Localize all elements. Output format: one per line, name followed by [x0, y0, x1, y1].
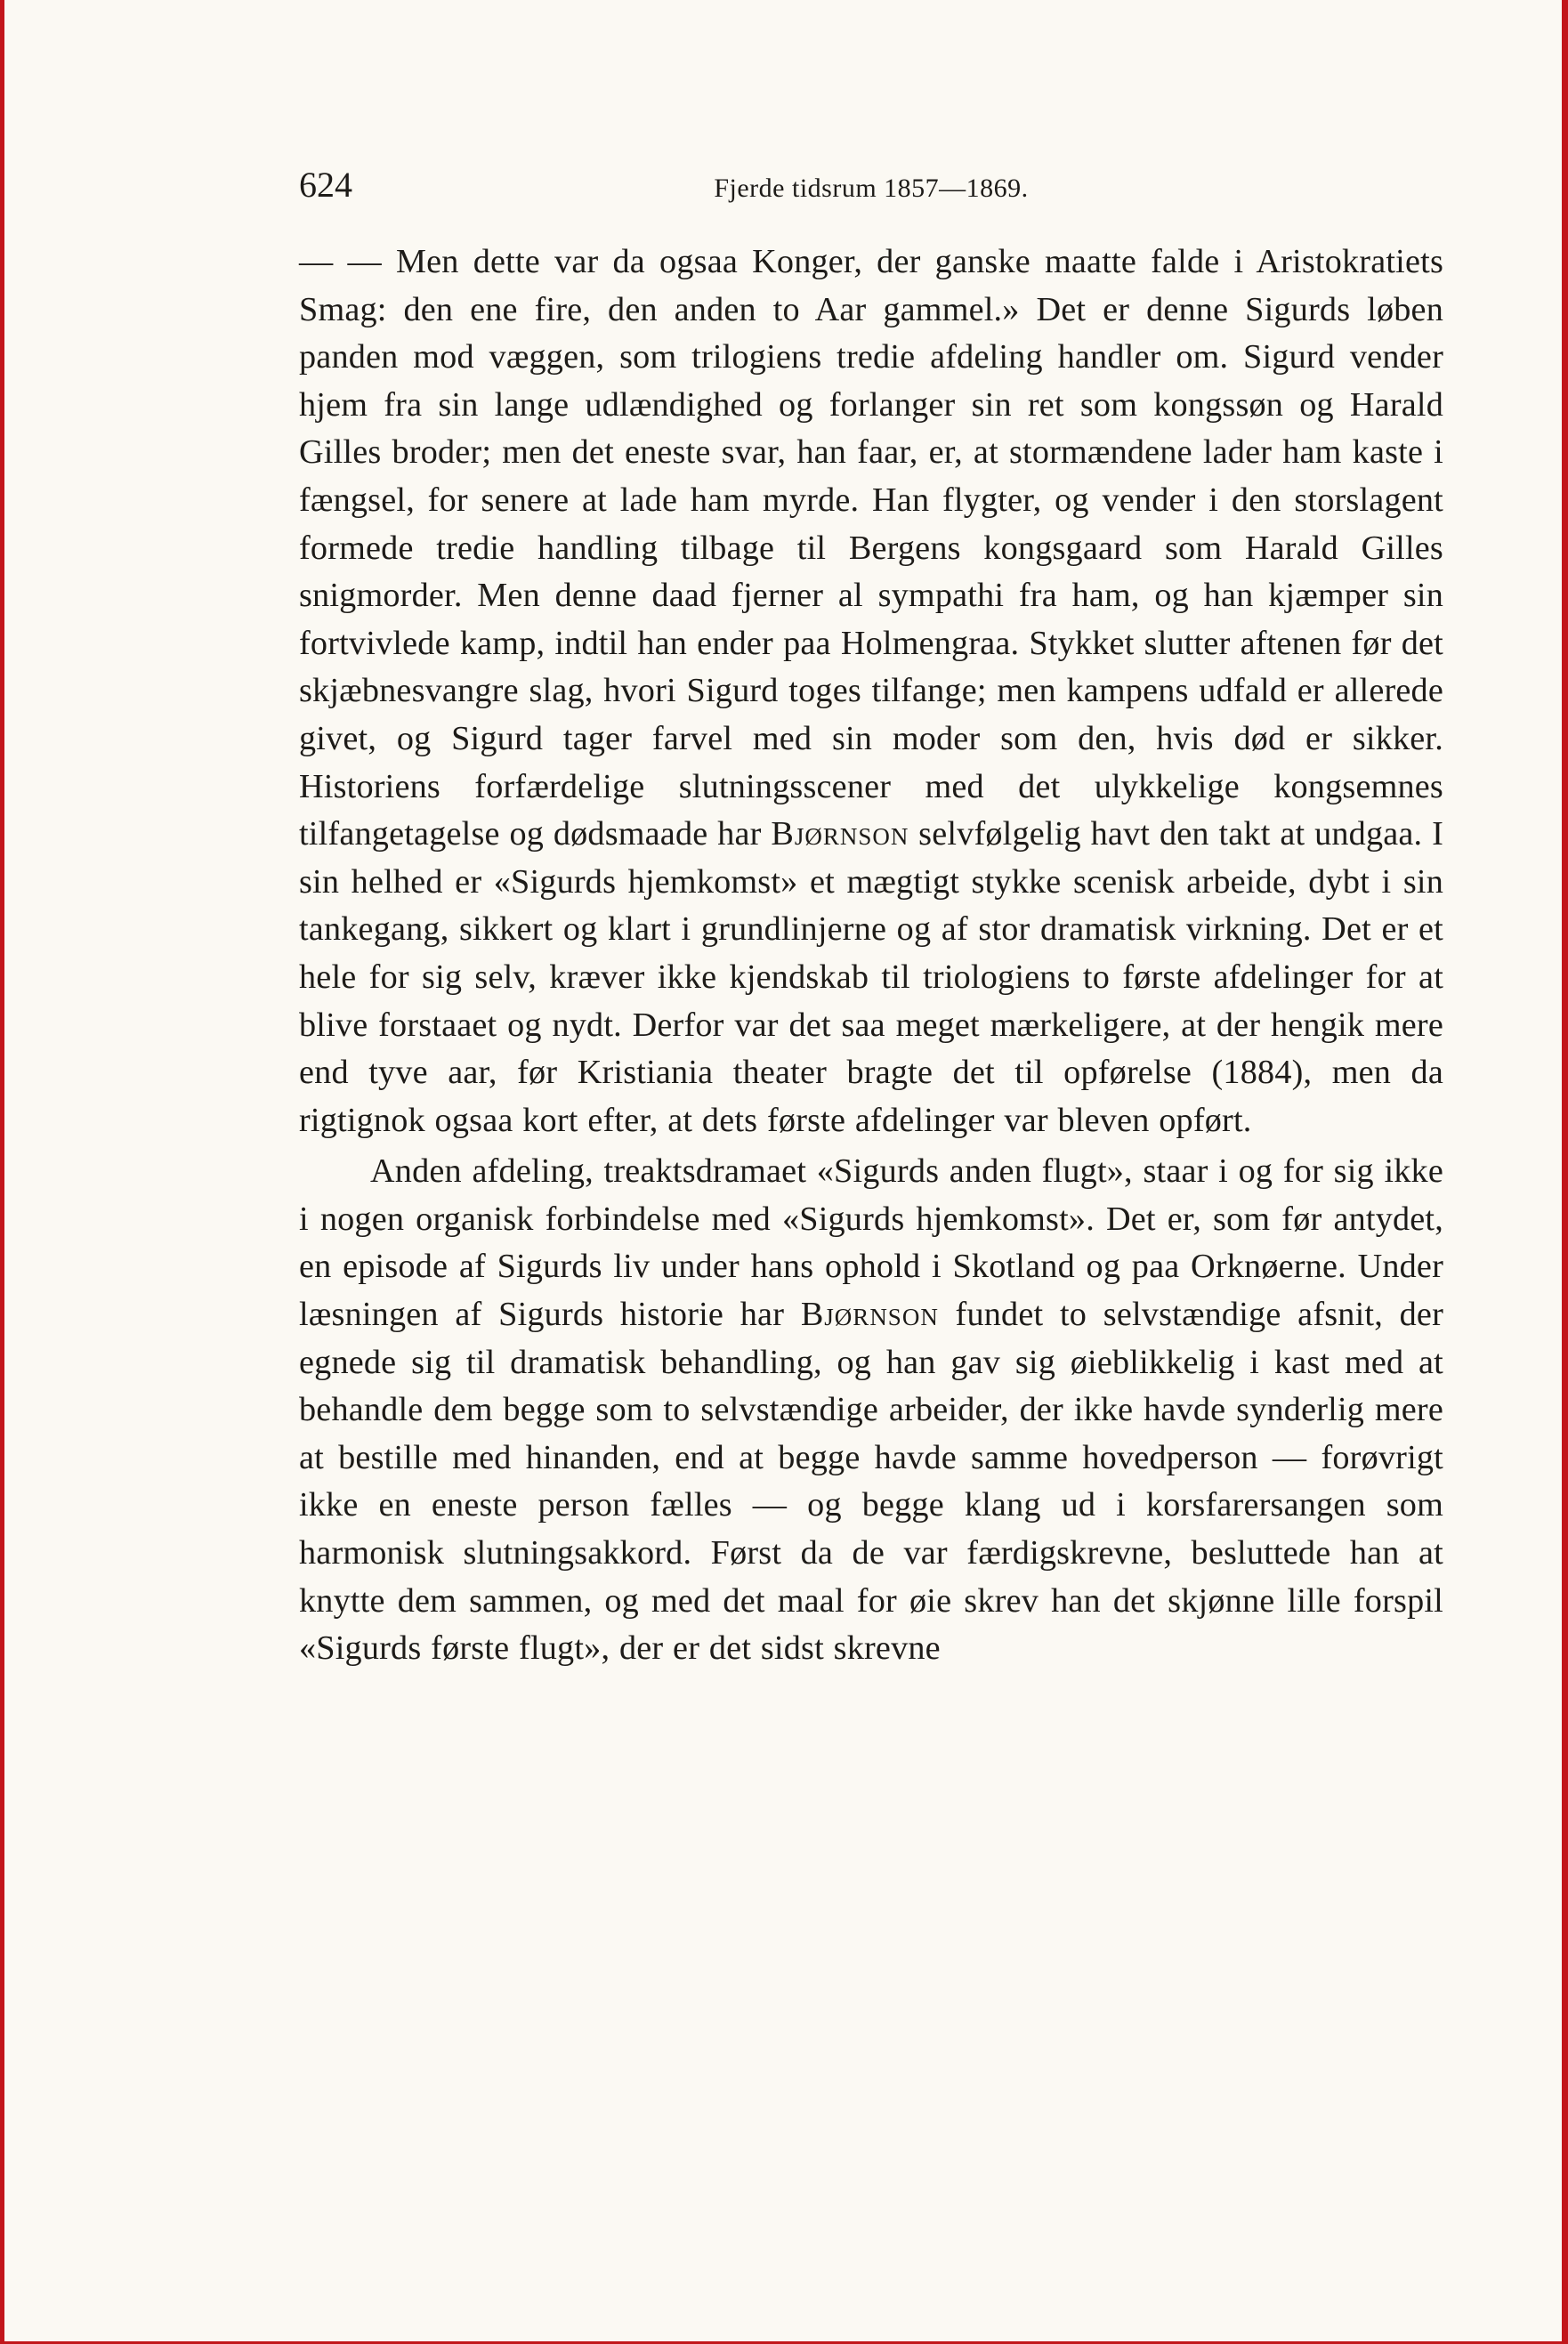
author-name: Bjørnson — [800, 1296, 939, 1334]
book-page — [299, 158, 1443, 1673]
paragraph-2-text-b: fundet to selvstændige afsnit, der egnede sig til dramatisk behandling, og han gav sig øieblikkelig i kast med at behandle dem begge som to selvstændige arbeider, der ikke havde synderlig mere at bestille med hinanden, end at begge havde samme hovedperson — forøvrigt ikke en eneste person fælles — og begge klang ud i korsfarersangen som harmonisk slutningsakkord. Først da de var færdigskrevne, besluttede han at knytte dem sammen, og med det maal for øie skrev han det skjønne lille forspil «Sigurds første flugt», der er det sidst skrevne — [299, 1296, 1444, 1668]
paragraph-1 — [299, 238, 1443, 1144]
paragraph-2-text-a: Anden afdeling, treaktsdramaet «Sigurds anden flugt», staar i og for sig ikke i nogen organisk forbindelse med «Sigurds hjemkomst». Det er, som før antydet, en episode af Sigurds liv under hans ophold i Skotland og paa Orknøerne. Under læsningen af Sigurds historie har — [299, 1152, 1443, 1334]
paragraph-2 — [299, 1148, 1443, 1673]
page-number: 624 — [299, 165, 352, 205]
author-name: Bjørnson — [771, 815, 909, 853]
page-header — [299, 158, 1443, 212]
scan-edge-left — [0, 0, 4, 2344]
paragraph-1-text-b: selvfølgelig havt den takt at undgaa. I sin helhed er «Sigurds hjemkomst» et mægtigt stykke scenisk arbeide, dybt i sin tankegang, sikkert og klart i grundlinjerne og af stor dramatisk virkning. Det er et hele for sig selv, kræver ikke kjendskab til triologiens to første afdelinger for at blive forstaaet og nydt. Derfor var det saa meget mærkeligere, at der hengik mere end tyve aar, før Kristiania theater bragte det til opførelse (1884), men da rigtignok ogsaa kort efter, at dets første afdelinger var bleven opført. — [299, 815, 1444, 1139]
paragraph-1-text-a: — — Men dette var da ogsaa Konger, der ganske maatte falde i Aristokratiets Smag: den ene fire, den anden to Aar gammel.» Det er denne Sigurds løben panden mod væggen, som trilogiens tredie afdeling handler om. Sigurd vender hjem fra sin lange udlændighed og forlanger sin ret som kongssøn og Harald Gilles broder; men det eneste svar, han faar, er, at stormændene lader ham kaste i fængsel, for senere at lade ham myrde. Han flygter, og vender i den storslagent formede tredie handling tilbage til Bergens kongsgaard som Harald Gilles snigmorder. Men denne daad fjerner al sympathi fra ham, og han kjæmper sin fortvivlede kamp, indtil han ender paa Holmengraa. Stykket slutter aftenen før det skjæbnesvangre slag, hvori Sigurd toges tilfange; men kampens udfald er allerede givet, og Sigurd tager farvel med sin moder som den, hvis død er sikker. Historiens forfærdelige slutningsscener med det ulykkelige kongsemnes tilfangetagelse og dødsmaade har — [299, 243, 1443, 853]
scan-edge-right — [1562, 0, 1568, 2344]
running-head: Fjerde tidsrum 1857—1869. — [714, 174, 1029, 203]
